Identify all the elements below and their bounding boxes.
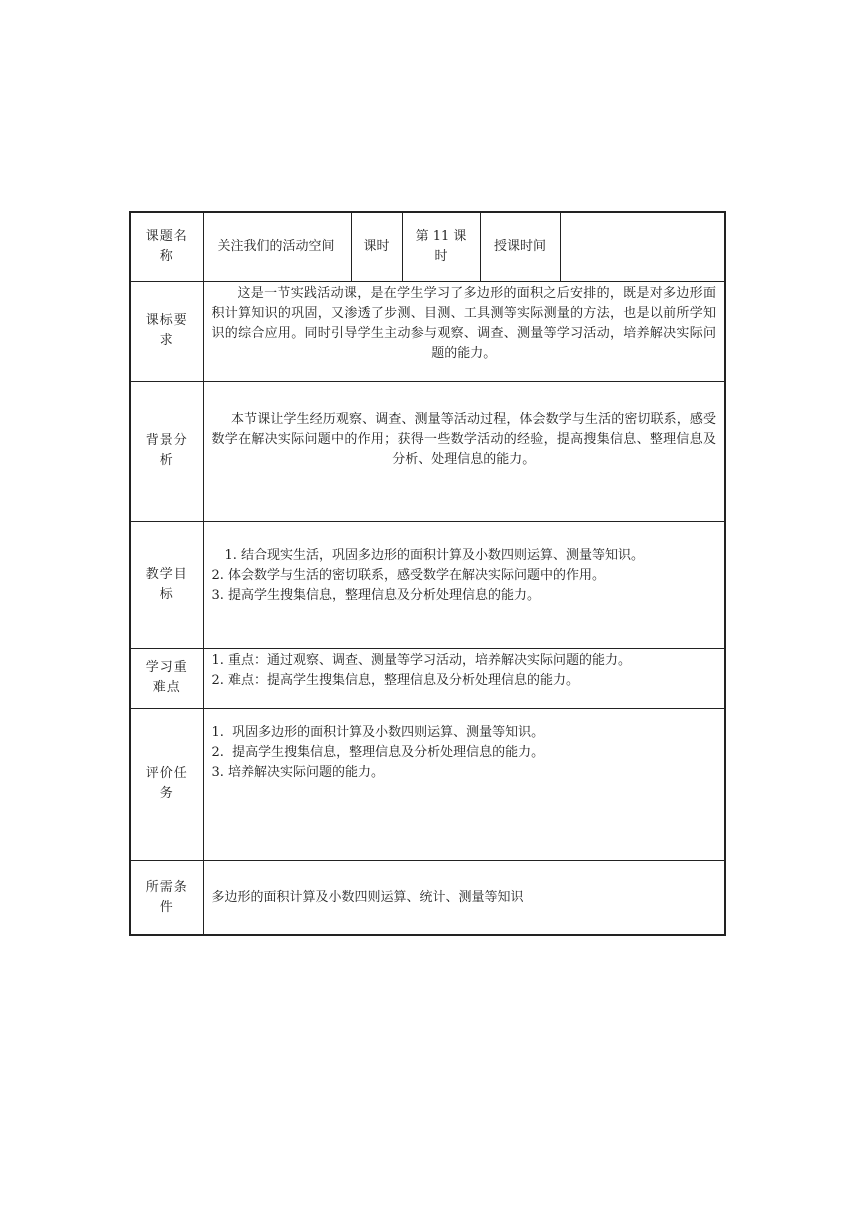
evaluation-item: 2. 提高学生搜集信息，整理信息及分析处理信息的能力。 bbox=[211, 744, 545, 760]
background-label: 背景分析 bbox=[131, 381, 203, 521]
evaluation-item: 1. 巩固多边形的面积计算及小数四则运算、测量等知识。 bbox=[211, 724, 545, 740]
requirements-text: 多边形的面积计算及小数四则运算、统计、测量等知识 bbox=[203, 860, 724, 936]
objective-item: 1. 结合现实生活，巩固多边形的面积计算及小数四则运算、测量等知识。 bbox=[224, 547, 645, 563]
key-points-row bbox=[131, 648, 724, 708]
key-point-item: 1. 重点：通过观察、调查、测量等学习活动，培养解决实际问题的能力。 bbox=[211, 652, 632, 668]
curriculum-label: 课标要求 bbox=[131, 281, 203, 381]
background-text: 本节课让学生经历观察、调查、测量等活动过程，体会数学与生活的密切联系，感受数学在解决实际问题中的作用；获得一些数学活动的经验，提高搜集信息、整理信息及分析、处理信息的能力。 bbox=[203, 381, 724, 521]
objective-item: 2. 体会数学与生活的密切联系，感受数学在解决实际问题中的作用。 bbox=[211, 567, 606, 583]
curriculum-text: 这是一节实践活动课，是在学生学习了多边形的面积之后安排的，既是对多边形面积计算知识的巩固，又渗透了步测、目测、工具测等实际测量的方法，也是以前所学知识的综合应用。同时引导学生主动参与观察、调查、测量等学习活动，培养解决实际问题的能力。 bbox=[203, 281, 724, 381]
period-label: 课时 bbox=[351, 213, 402, 281]
objectives-row bbox=[131, 521, 724, 648]
topic-label: 课题名称 bbox=[131, 213, 203, 281]
objectives-cell bbox=[203, 521, 724, 648]
evaluation-item: 3. 培养解决实际问题的能力。 bbox=[211, 764, 385, 780]
requirements-label: 所需条件 bbox=[131, 860, 203, 936]
key-points-label: 学习重难点 bbox=[131, 648, 203, 708]
header-row bbox=[131, 213, 724, 281]
lesson-plan-table-frame bbox=[129, 211, 726, 936]
topic-value: 关注我们的活动空间 bbox=[203, 213, 351, 281]
key-points-cell bbox=[203, 648, 724, 708]
objective-item: 3. 提高学生搜集信息，整理信息及分析处理信息的能力。 bbox=[211, 587, 541, 603]
curriculum-row bbox=[131, 281, 724, 381]
objectives-label: 教学目标 bbox=[131, 521, 203, 648]
background-row bbox=[131, 381, 724, 521]
evaluation-cell bbox=[203, 708, 724, 860]
period-value: 第 11 课时 bbox=[402, 213, 480, 281]
requirements-row bbox=[131, 860, 724, 936]
evaluation-label: 评价任务 bbox=[131, 708, 203, 860]
time-label: 授课时间 bbox=[480, 213, 560, 281]
key-point-item: 2. 难点：提高学生搜集信息，整理信息及分析处理信息的能力。 bbox=[211, 672, 580, 688]
time-value bbox=[560, 213, 724, 281]
lesson-plan-table bbox=[131, 213, 724, 936]
evaluation-row bbox=[131, 708, 724, 860]
